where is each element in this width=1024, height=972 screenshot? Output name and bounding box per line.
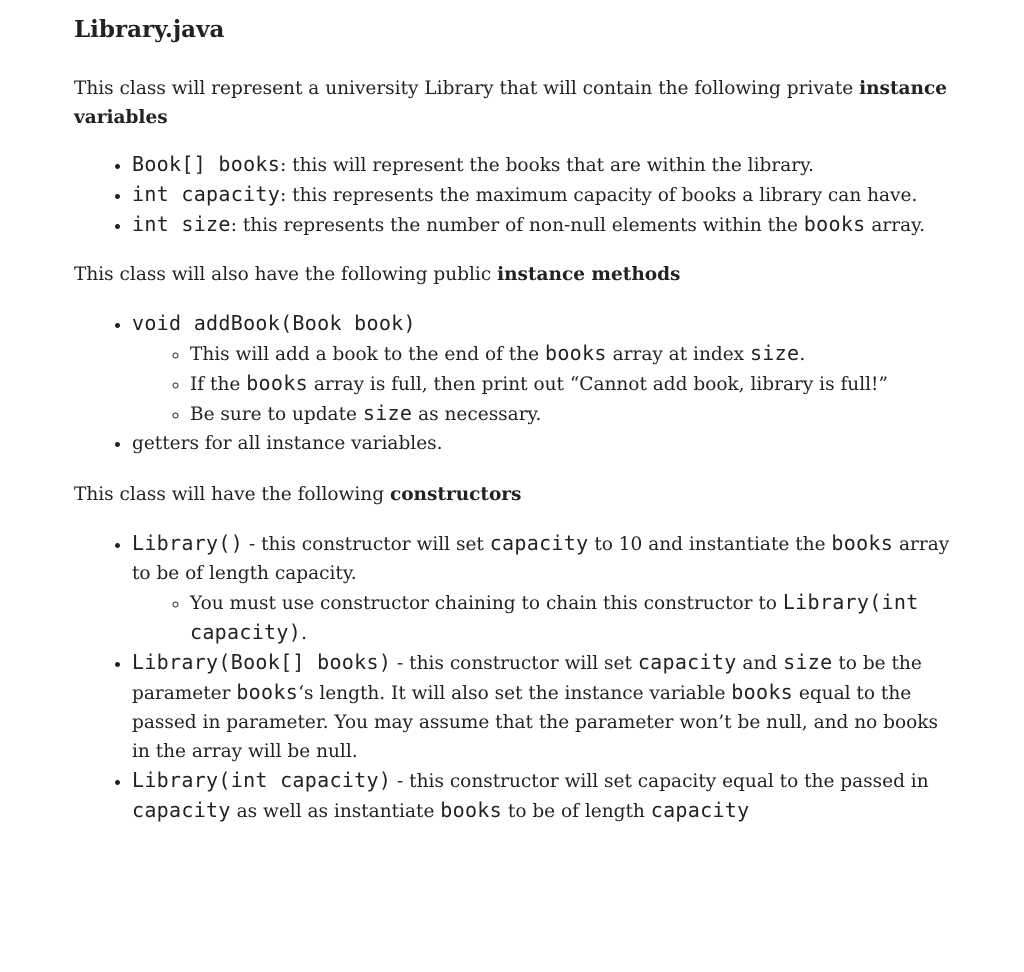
sublist-item: ◦ If the books array is full, then print out “Cannot add book, library is full!” [190, 369, 954, 399]
intro-bold: instance variables [74, 78, 947, 128]
constructors-list [74, 529, 954, 826]
list-item-constructor-capacity: • Library(int capacity) - this constructor will set capacity equal to the passed in capacity as well as instantiate books to be of length capacity [132, 766, 954, 826]
list-item-books: • Book[] books: this will represent the books that are within the library. [132, 150, 954, 180]
instance-variables-list [74, 150, 954, 240]
list-item-getters: • getters for all instance variables. [132, 429, 954, 458]
intro-paragraph: This class will represent a university Library that will contain the following private instance variables [74, 78, 947, 128]
sublist-item: ◦ This will add a book to the end of the books array at index size. [190, 339, 954, 369]
constructors-bold: constructors [389, 484, 522, 505]
sublist-item: ◦ You must use constructor chaining to chain this constructor to Library(int capacity). [190, 588, 954, 648]
constructors-paragraph: This class will have the following constructors [74, 484, 522, 505]
constructor-default-sublist [132, 588, 954, 648]
list-item-addbook: • void addBook(Book book) ◦ This will add a book to the end of the books array at index size. ◦ If the books array is full, then print out “Cannot add book, library is full!” ◦ Be sure to update size as necessary. [132, 309, 954, 429]
addbook-sublist [132, 339, 954, 429]
list-item-capacity: • int capacity: this represents the maximum capacity of books a library can have. [132, 180, 954, 210]
methods-paragraph: This class will also have the following public instance methods [74, 264, 681, 285]
list-item-constructor-default: • Library() - this constructor will set capacity to 10 and instantiate the books array to be of length capacity. ◦ You must use constructor chaining to chain this constructor to Library(int capacity). [132, 529, 954, 648]
list-item-constructor-books: • Library(Book[] books) - this constructor will set capacity and size to be the parameter books‘s length. It will also set the instance variable books equal to the passed in parameter. You may assume that the parameter won’t be null, and no books in the array will be null. [132, 648, 954, 766]
page-title: Library.java [74, 16, 225, 43]
sublist-item: ◦ Be sure to update size as necessary. [190, 399, 954, 429]
methods-bold: instance methods [497, 264, 681, 285]
list-item-size: • int size: this represents the number of non-null elements within the books array. [132, 210, 954, 240]
instance-methods-list [74, 309, 954, 458]
